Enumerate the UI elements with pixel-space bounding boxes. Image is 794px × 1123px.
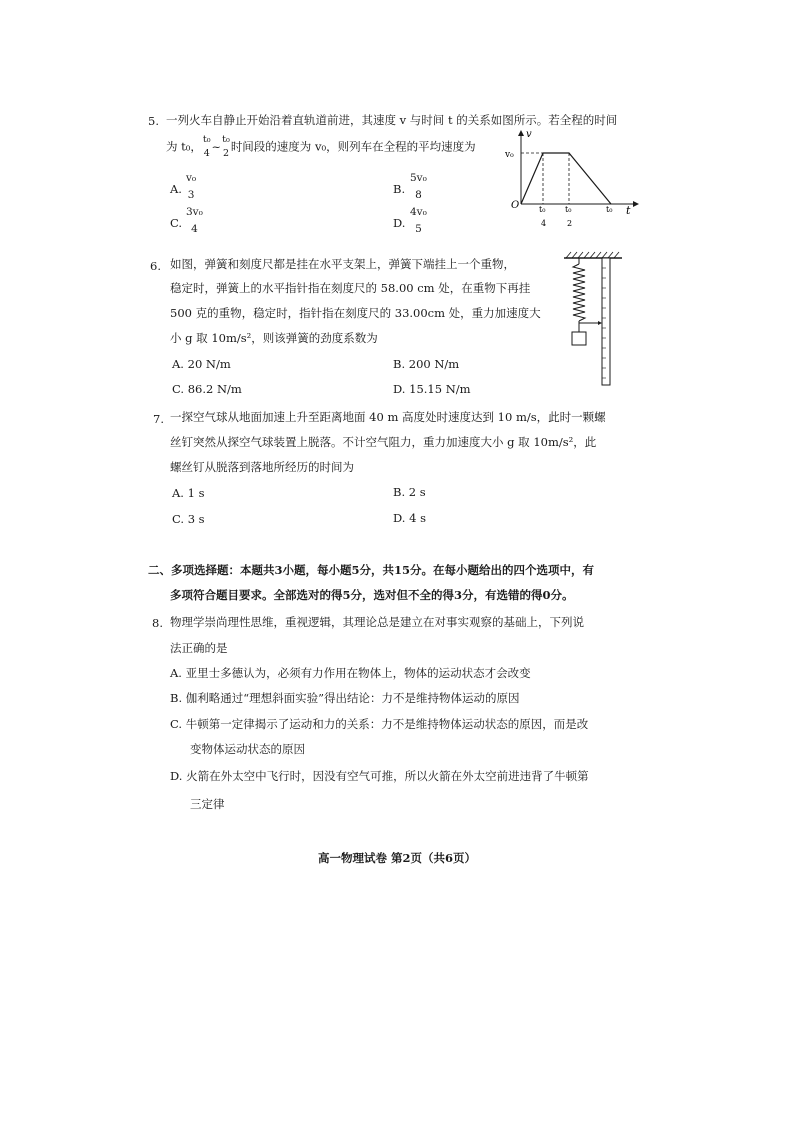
q5-line2-post: 时间段的速度为 v₀，则列车在全程的平均速度为 [230, 139, 476, 154]
option-text: 1 s [187, 486, 205, 500]
q6-stem-line3: 500 克的重物，稳定时，指针指在刻度尺的 33.00cm 处，重力加速度大 [170, 306, 541, 320]
section2-header-line1: 二、多项选择题：本题共3小题，每小题5分，共15分。在每小题给出的四个选项中，有 [148, 563, 595, 577]
q6-stem-line4: 小 g 取 10m/s²，则该弹簧的劲度系数为 [170, 331, 378, 345]
support-hatching [566, 252, 619, 258]
v0-tick-label: v₀ [505, 150, 514, 160]
q5-number: 5. [148, 114, 159, 128]
option-label: C. [170, 717, 183, 731]
q5-frac-t0-4 [203, 135, 211, 158]
q7-number: 7. [153, 412, 164, 426]
spring-coil [573, 264, 585, 321]
q6-option-c [172, 382, 242, 396]
frac-numerator: t₀ [222, 134, 230, 145]
frac-numerator: 4v₀ [410, 206, 427, 218]
option-label: A. [172, 486, 184, 500]
option-text: 86.2 N/m [187, 382, 242, 396]
q8-option-c-cont: 变物体运动状态的原因 [190, 742, 305, 756]
frac-numerator: v₀ [186, 172, 197, 184]
q7-option-d [393, 511, 426, 525]
option-text: 伽利略通过“理想斜面实验”得出结论：力不是维持物体运动的原因 [185, 691, 520, 705]
q8-option-d [170, 768, 589, 784]
ruler [602, 258, 610, 385]
q5-option-c-value [186, 207, 203, 234]
q6-option-d [393, 382, 471, 396]
q8-option-c [170, 716, 588, 732]
t-axis-label: t [626, 204, 631, 217]
q5-option-a-value [186, 173, 196, 200]
q8-stem-line2: 法正确的是 [170, 641, 228, 655]
q6-stem-line1: 如图，弹簧和刻度尺都是挂在水平支架上，弹簧下端挂上一个重物， [170, 257, 515, 271]
frac-denominator: 8 [415, 188, 422, 201]
option-text: 200 N/m [408, 357, 460, 371]
option-text: 牛顿第一定律揭示了运动和力的关系：力不是维持物体运动状态的原因，而是改 [185, 717, 589, 731]
option-label: C. [172, 382, 185, 396]
q8-option-b [170, 690, 520, 706]
hanging-weight [572, 332, 586, 345]
option-text: 20 N/m [187, 357, 231, 371]
option-text: 15.15 N/m [409, 382, 471, 396]
frac-denominator: 2 [222, 147, 230, 159]
v-axis-arrow [518, 130, 524, 136]
option-label: B. [393, 357, 406, 371]
velocity-curve [521, 153, 611, 204]
q5-line2-pre: 为 t₀， [166, 139, 202, 154]
q8-stem-line1: 物理学崇尚理性思维，重视逻辑，其理论总是建立在对事实观察的基础上，下列说 [170, 615, 584, 629]
q5-stem-line1: 一列火车自静止开始沿着直轨道前进，其速度 v 与时间 t 的关系如图所示。若全程的时间 [166, 113, 618, 127]
origin-label: O [511, 200, 520, 211]
q5-vt-graph [505, 128, 640, 232]
q5-option-d-value [410, 207, 427, 234]
option-label: D. [170, 769, 183, 783]
frac-denominator: 5 [415, 222, 422, 235]
tick1-den: 4 [541, 219, 547, 228]
q5-stem-line2 [166, 136, 476, 159]
q6-number: 6. [150, 259, 161, 273]
q7-stem-line2: 丝钉突然从探空气球装置上脱落。不计空气阻力，重力加速度大小 g 取 10m/s²，此 [170, 435, 597, 449]
page-footer: 高一物理试卷 第2页（共6页） [317, 851, 476, 865]
q6-stem-line2: 稳定时，弹簧上的水平指针指在刻度尺的 58.00 cm 处，在重物下再挂 [170, 281, 531, 295]
tick3-label: t₀ [606, 205, 613, 214]
option-text: 亚里士多德认为，必须有力作用在物体上，物体的运动状态才会改变 [185, 666, 531, 680]
option-label: C. [172, 512, 185, 526]
q5-option-d-label: D. [393, 216, 406, 230]
frac-numerator: t₀ [202, 134, 211, 145]
option-label: A. [170, 666, 182, 680]
option-text: 4 s [409, 511, 426, 525]
frac-numerator: 5v₀ [410, 172, 427, 184]
section2-header-line2: 多项符合题目要求。全部选对的得5分，选对但不全的得3分，有选错的得0分。 [170, 588, 574, 602]
q6-spring-ruler-figure [560, 250, 626, 390]
t-axis-arrow [633, 201, 639, 207]
q8-option-d-cont: 三定律 [190, 797, 225, 811]
tick1-num: t₀ [539, 205, 546, 214]
pointer-tip [598, 321, 602, 325]
q7-stem-line1: 一探空气球从地面加速上升至距离地面 40 m 高度处时速度达到 10 m/s，此时一颗螺 [170, 410, 606, 424]
q5-option-b-label: B. [393, 182, 406, 196]
q5-frac-t0-2 [222, 135, 230, 158]
option-label: D. [393, 382, 406, 396]
q5-option-c-label: C. [170, 216, 183, 230]
q6-option-a [172, 357, 231, 371]
option-label: B. [393, 485, 406, 499]
v-axis-label: v [526, 129, 532, 140]
frac-numerator: 3v₀ [186, 206, 203, 218]
option-label: B. [170, 691, 183, 705]
q5-tilde: ~ [211, 139, 222, 154]
q7-stem-line3: 螺丝钉从脱落到落地所经历的时间为 [170, 460, 354, 474]
q8-option-a [170, 665, 531, 681]
frac-denominator: 4 [191, 222, 198, 235]
q5-option-b-value [410, 173, 427, 200]
q7-option-b [393, 485, 426, 499]
option-text: 2 s [408, 485, 426, 499]
q7-option-a [172, 486, 205, 500]
tick2-den: 2 [567, 219, 573, 228]
frac-denominator: 4 [203, 147, 210, 159]
option-text: 火箭在外太空中飞行时，因没有空气可推，所以火箭在外太空前进违背了牛顿第 [186, 769, 589, 783]
option-text: 3 s [187, 512, 205, 526]
option-label: A. [172, 357, 184, 371]
q7-option-c [172, 512, 205, 526]
q6-option-b [393, 357, 459, 371]
q5-option-a-label: A. [170, 182, 182, 196]
tick2-num: t₀ [565, 205, 572, 214]
frac-denominator: 3 [187, 188, 195, 201]
option-label: D. [393, 511, 406, 525]
q8-number: 8. [152, 616, 163, 630]
